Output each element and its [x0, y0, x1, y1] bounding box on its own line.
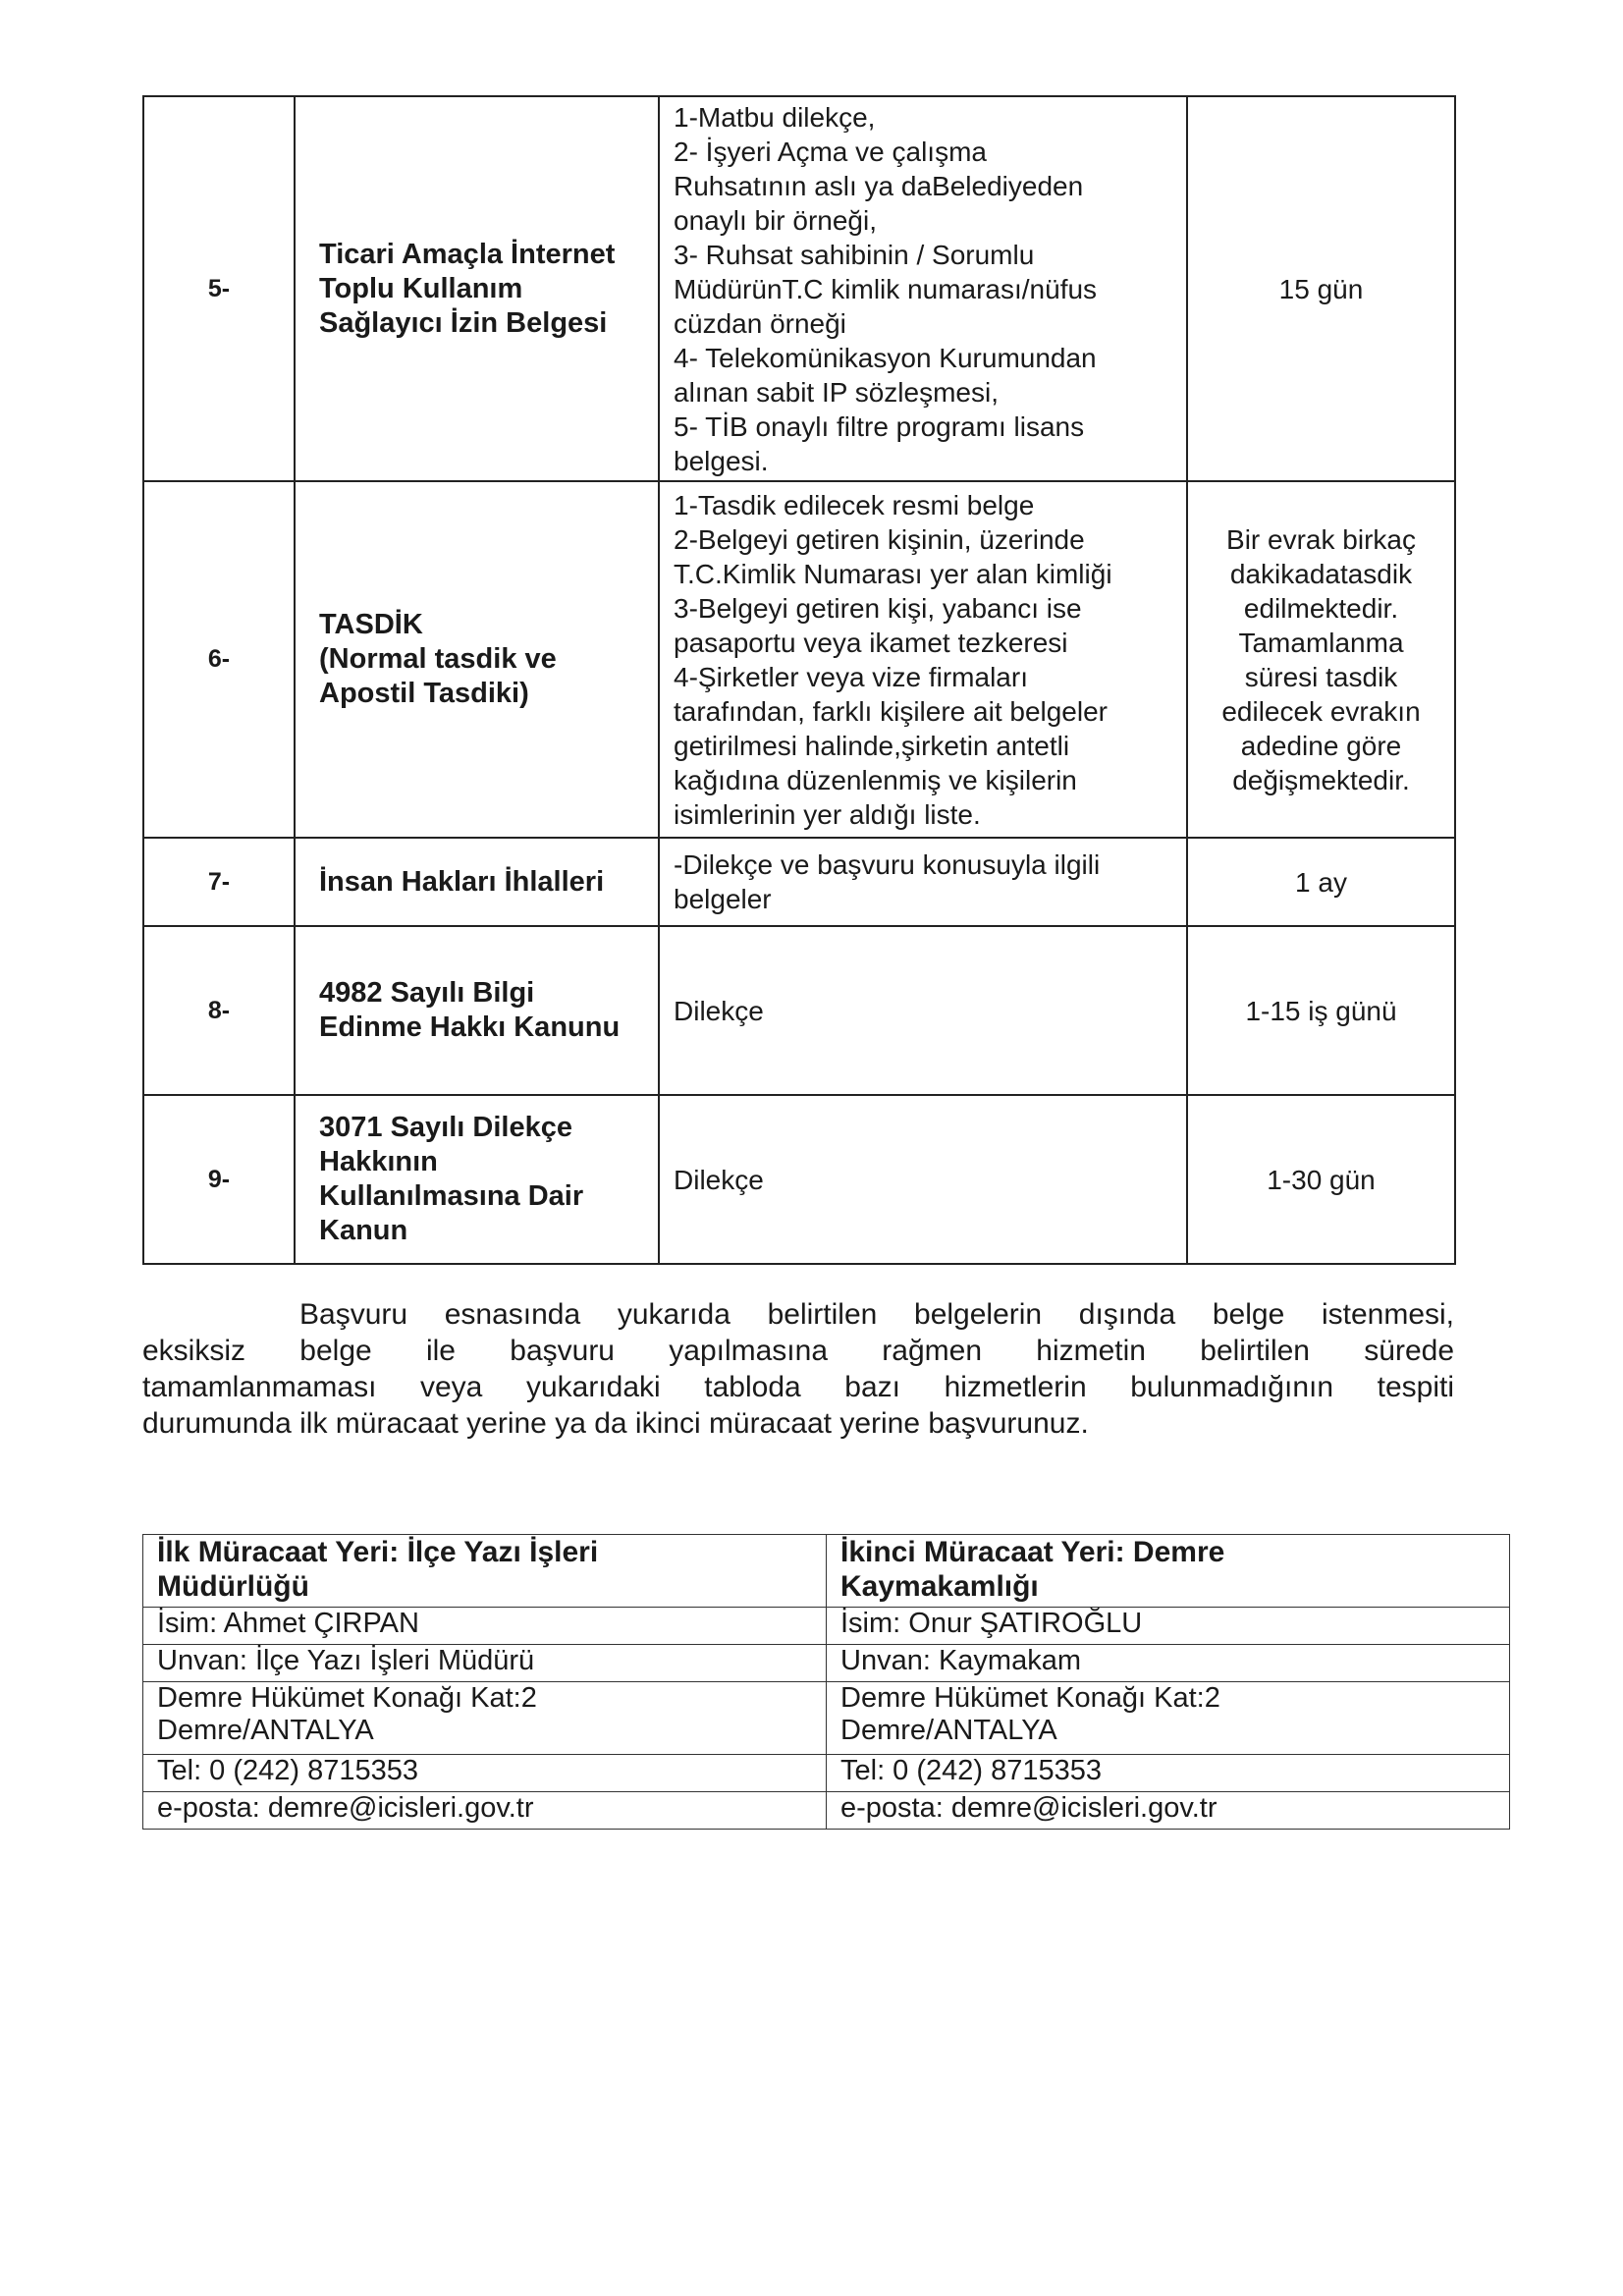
contact-title-row — [143, 1645, 1510, 1682]
completion-time: Bir evrak birkaç dakikadatasdik edilmektedir. Tamamlanma süresi tasdik edilecek evrakın adedine göre değişmektedir. — [1187, 481, 1455, 838]
required-documents: 1-Matbu dilekçe, 2- İşyeri Açma ve çalışma Ruhsatının aslı ya daBelediyeden onaylı bir örneği, 3- Ruhsat sahibinin / Sorumlu MüdürünT.C kimlik numarası/nüfus cüzdan örneği 4- Telekomünikasyon Kurumundan alınan sabit IP sözleşmesi, 5- TİB onaylı filtre programı lisans belgesi. — [659, 96, 1187, 481]
table-row — [143, 1095, 1455, 1264]
second-contact-address: Demre Hükümet Konağı Kat:2 Demre/ANTALYA — [827, 1682, 1510, 1755]
completion-time: 1-30 gün — [1187, 1095, 1455, 1264]
first-contact-address: Demre Hükümet Konağı Kat:2 Demre/ANTALYA — [143, 1682, 827, 1755]
row-number: 9- — [143, 1095, 295, 1264]
row-number: 8- — [143, 926, 295, 1095]
contact-table — [142, 1534, 1510, 1830]
required-documents: Dilekçe — [659, 1095, 1187, 1264]
service-name: 3071 Sayılı Dilekçe Hakkının Kullanılmasına Dair Kanun — [295, 1095, 659, 1264]
second-contact-name: İsim: Onur ŞATIROĞLU — [827, 1608, 1510, 1645]
row-number: 7- — [143, 838, 295, 926]
first-contact-title: Unvan: İlçe Yazı İşleri Müdürü — [143, 1645, 827, 1682]
required-documents: -Dilekçe ve başvuru konusuyla ilgili belgeler — [659, 838, 1187, 926]
contact-name-row — [143, 1608, 1510, 1645]
required-documents: 1-Tasdik edilecek resmi belge 2-Belgeyi getiren kişinin, üzerinde T.C.Kimlik Numarası yer alan kimliği 3-Belgeyi getiren kişi, yabancı ise pasaportu veya ikamet tezkeresi 4-Şirketler veya vize firmaları tarafından, farklı kişilere ait belgeler getirilmesi halinde,şirketin antetli kağıdına düzenlenmiş ve kişilerin isimlerinin yer aldığı liste. — [659, 481, 1187, 838]
service-name: 4982 Sayılı Bilgi Edinme Hakkı Kanunu — [295, 926, 659, 1095]
application-note: Başvuru esnasında yukarıda belirtilen belgelerin dışında belge istenmesi, eksiksiz belge ile başvuru yapılmasına rağmen hizmetin belirtilen sürede tamamlanmaması veya yukarıdaki tabloda bazı hizmetlerin bulunmadığının tespiti durumunda ilk müracaat yerine ya da ikinci müracaat yerine başvurunuz. — [142, 1298, 1454, 1440]
second-contact-email[interactable]: e-posta: demre@icisleri.gov.tr — [827, 1792, 1510, 1830]
first-contact-email[interactable]: e-posta: demre@icisleri.gov.tr — [143, 1792, 827, 1830]
first-contact-name: İsim: Ahmet ÇIRPAN — [143, 1608, 827, 1645]
completion-time: 1 ay — [1187, 838, 1455, 926]
completion-time: 15 gün — [1187, 96, 1455, 481]
second-contact-title: Unvan: Kaymakam — [827, 1645, 1510, 1682]
table-row — [143, 481, 1455, 838]
first-application-heading: İlk Müracaat Yeri: İlçe Yazı İşleri Müdürlüğü — [143, 1535, 827, 1608]
service-name: İnsan Hakları İhlalleri — [295, 838, 659, 926]
second-contact-phone: Tel: 0 (242) 8715353 — [827, 1755, 1510, 1792]
row-number: 6- — [143, 481, 295, 838]
required-documents: Dilekçe — [659, 926, 1187, 1095]
row-number: 5- — [143, 96, 295, 481]
table-row — [143, 838, 1455, 926]
contact-address-row — [143, 1682, 1510, 1755]
second-application-heading: İkinci Müracaat Yeri: Demre Kaymakamlığı — [827, 1535, 1510, 1608]
contact-heading-row — [143, 1535, 1510, 1608]
service-name: Ticari Amaçla İnternet Toplu Kullanım Sağlayıcı İzin Belgesi — [295, 96, 659, 481]
first-contact-phone: Tel: 0 (242) 8715353 — [143, 1755, 827, 1792]
contact-email-row — [143, 1792, 1510, 1830]
service-name: TASDİK (Normal tasdik ve Apostil Tasdiki) — [295, 481, 659, 838]
completion-time: 1-15 iş günü — [1187, 926, 1455, 1095]
table-row — [143, 926, 1455, 1095]
table-row — [143, 96, 1455, 481]
contact-phone-row — [143, 1755, 1510, 1792]
service-table — [142, 95, 1456, 1265]
